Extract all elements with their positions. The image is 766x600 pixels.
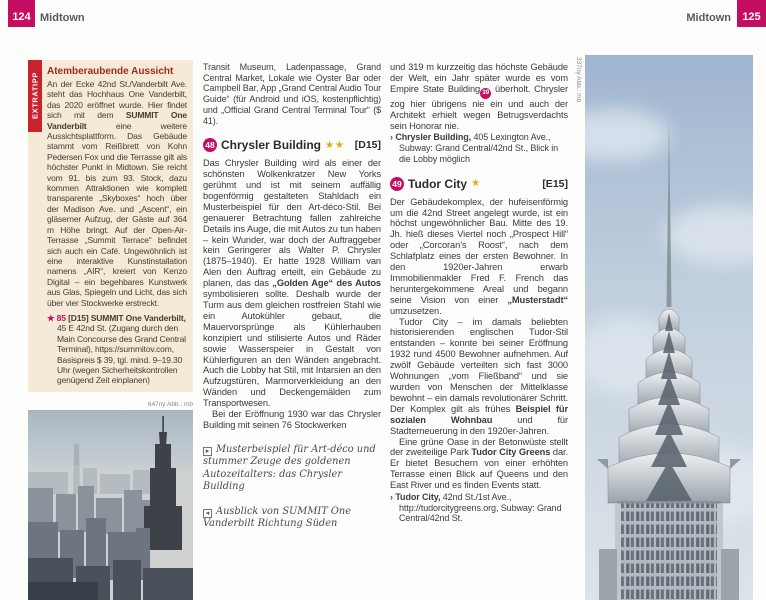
extratip-tab: EXTRATIPP xyxy=(28,60,42,132)
poi-title-chrysler: Chrysler Building xyxy=(221,138,322,153)
chrysler-building-heading xyxy=(203,138,381,152)
tudor-city-heading xyxy=(390,177,568,191)
caption-text: Ausblick von SUMMIT One Vanderbilt Richtung Süden xyxy=(203,505,352,530)
column-page-125 xyxy=(390,62,568,526)
caption-summit-photo xyxy=(203,506,381,531)
chrysler-listing xyxy=(390,132,568,164)
photo-direction-left-icon: ◂ xyxy=(203,509,212,518)
column-page-124 xyxy=(203,62,381,543)
rating-star-icon: ★ xyxy=(471,178,482,190)
chrysler-photo xyxy=(585,55,753,600)
summit-view-illustration xyxy=(28,410,193,600)
map-reference-d15: [D15] xyxy=(354,139,381,152)
poi-title-tudor-city: Tudor City xyxy=(408,176,468,191)
tower-shaft xyxy=(599,501,739,600)
photo-direction-right-icon: ▸ xyxy=(203,447,212,456)
extratip-body: An der Ecke 42nd St./Vanderbilt Ave. steht das Hochhaus One Vanderbilt, das 2020 eröffnet wurde. Hier findet sich mit dem SUMMIT One Vanderbilt eine weitere Aussichtsplattform. Das Gebäude stammt vom Reißbrett von Kohn Pedersen Fox und die Terrasse gilt als höchster Punkt in Midtown. Sie reicht vom 91. bis zum 93. Stock, dazu kommen Attraktionen wie komplett transparente „Skyboxes“ hoch über der Madison Ave. und „Ascent“, ein gläserner Aufzug, der Gäste auf 364 m Höhe bringt. Auf der Open-Air-Terrasse „Summit Terrace“ befindet sich auch ein Café. Ungewöhnlich ist eine interaktive Kunstinstallation namens „AIR“, kreiert von Kenzo Digital – ein begehbares Kunstwerk aus Glas, Spiegeln und Licht, das sich über vier Stockwerke erstreckt. xyxy=(47,79,187,308)
poi-badge-39-empire-state: 39 xyxy=(480,88,491,99)
chrysler-spire-illustration xyxy=(585,55,753,600)
listing-bullet-icon: › xyxy=(390,132,393,143)
page-number-left: 124 xyxy=(8,0,35,27)
section-title-right: Midtown xyxy=(686,12,731,24)
chrysler-continuation-paragraph xyxy=(390,62,568,131)
chrysler-paragraph-1: Das Chrysler Building wird als einer der schönsten Wolkenkratzer New Yorks gerühmt und ist mit seinem auffällig bogenförmig gestalteten Stahldach ein Musterbeispiel für den Art-déco-Stil. Bei genauerer Betrachtung fallen zahlreiche Details ins Auge, die mit Autos zu tun haben – kein Wunder, war doch der Auftraggeber kein Geringerer als Walter P. Chrysler (1875–1940). Er hatte 1928 William van Alen den Auftrag erteilt, ein Gebäude zu planen, das das „Golden Age“ des Autos symbolisieren sollte. Deshalb wurde der Turm aus dem gleichen rostfreien Stahl wie ein Autokühler gebaut, die Mauervorsprünge als Kühlerhauben konzipiert und stilisierte Autos und Räder sowie Wasserspeier in Gestalt von Kühlerfiguren an den Wänden angebracht. Auch die Lobby hat Stil, mit Intarsien an den Aufzugstüren, Marmorverkleidung an den Wänden und Deckengemälden zum Transportwesen. xyxy=(203,158,381,409)
listing-bullet-icon: › xyxy=(390,492,393,503)
map-reference-e15: [E15] xyxy=(542,177,568,190)
extratip-listing: ★ 85 [D15] SUMMIT One Vanderbilt, 45 E 42nd St. (Zugang durch den Main Concourse des Grand Central Terminal), https://summitov.com, Basispreis $ 39, tgl. mind. 9–19.30 Uhr (wegen Sicherheitskontrollen genügend Zeit einplanen) xyxy=(47,312,186,386)
photo-captions xyxy=(203,444,381,531)
rating-stars-icon: ★★ xyxy=(325,139,345,151)
caption-text: Musterbeispiel für Art-déco und stummer Zeuge des goldenen Autozeitalters: das Chrysler Building xyxy=(203,443,376,493)
text-before-badge: und 319 m kurzzeitig das höchste Gebäude der Welt, ein Jahr später wurde es vom Empire State Building xyxy=(390,62,568,94)
poi-badge-48: 48 xyxy=(203,138,217,152)
photo-credit-left: 647ny Abb.: mb xyxy=(147,401,193,408)
caption-chrysler-photo xyxy=(203,444,381,494)
tudor-listing-text: Tudor City, 42nd St./1st Ave., http://tudorcitygreens.org, Subway: Grand Central/42nd St. xyxy=(395,492,562,524)
photo-credit-right: 337ny Abb.: mb xyxy=(575,57,582,103)
summit-view-photo xyxy=(28,410,193,600)
chrysler-paragraph-2: Bei der Eröffnung 1930 war das Chrysler Building mit seinen 76 Stockwerken xyxy=(203,409,381,430)
tudor-paragraph-2: Tudor City – im damals beliebten historisierenden englischen Tudor-Stil entstanden – konnte bei seiner Eröffnung 1932 rund 4500 Bewohner aufnehmen. Auf zwölf Gebäude verteilten sich fast 3000 Wohnungen „vom Fließband“ und sie wurden von Menschen der Mittelklasse bewohnt – ein damals revolutionärer Schritt. Der Komplex gilt als frühes Beispiel für sozialen Wohnbau und für Stadterneuerung in den 1920er-Jahren. xyxy=(390,316,569,436)
section-title-left: Midtown xyxy=(40,12,85,24)
poi-badge-49: 49 xyxy=(390,177,404,191)
extratip-box xyxy=(28,60,193,392)
tudor-paragraph-3: Eine grüne Oase in der Betonwüste stellt der zweiteilige Park Tudor City Greens dar. Er bietet Besuchern von einer erhöhten Terrasse einen Blick auf Queens und den East River und es finden Events statt. xyxy=(390,436,569,491)
tudor-paragraph-1: Der Gebäudekomplex, der hufeisenförmig um die 42nd Street angelegt wurde, ist ein höchst ungewöhnlicher Bau. Mitte des 19. Jh. hieß dieses Viertel noch „Prospect Hill“ oder „Corcoran’s Roost“, nach dem Schlafplatz eines der ersten Bewohner. In den 1920er-Jahren erwarb Immobilienmakler Fred F. French das heruntergekommene Areal und begann seine Vision von einer „Musterstadt“ umzusetzen. xyxy=(390,196,568,316)
page-number-right: 125 xyxy=(737,0,766,27)
grand-central-listing-continuation: Transit Museum, Ladenpassage, Grand Central Market, Lokale wie Oyster Bar oder Campbell Bar, App „Grand Central Audio Tour Guide“ (für Android und iOS, kostenpflichtig) und „Official Grand Central Terminal Tour“ ($ 41). xyxy=(203,62,381,126)
chrysler-listing-text: Chrysler Building, 405 Lexington Ave., Subway: Grand Central/42nd St., Blick in die Lobby möglich xyxy=(395,132,559,164)
foreground-dark-block xyxy=(28,582,98,600)
tudor-listing xyxy=(390,492,568,524)
text-after-badge: überholt. Chrysler zog hier übrigens nie ein und auch der Architekt erhielt wegen Betrugsverdachts sein Honorar nie. xyxy=(390,83,568,131)
extratip-title: Atemberaubende Aussicht xyxy=(47,66,174,77)
